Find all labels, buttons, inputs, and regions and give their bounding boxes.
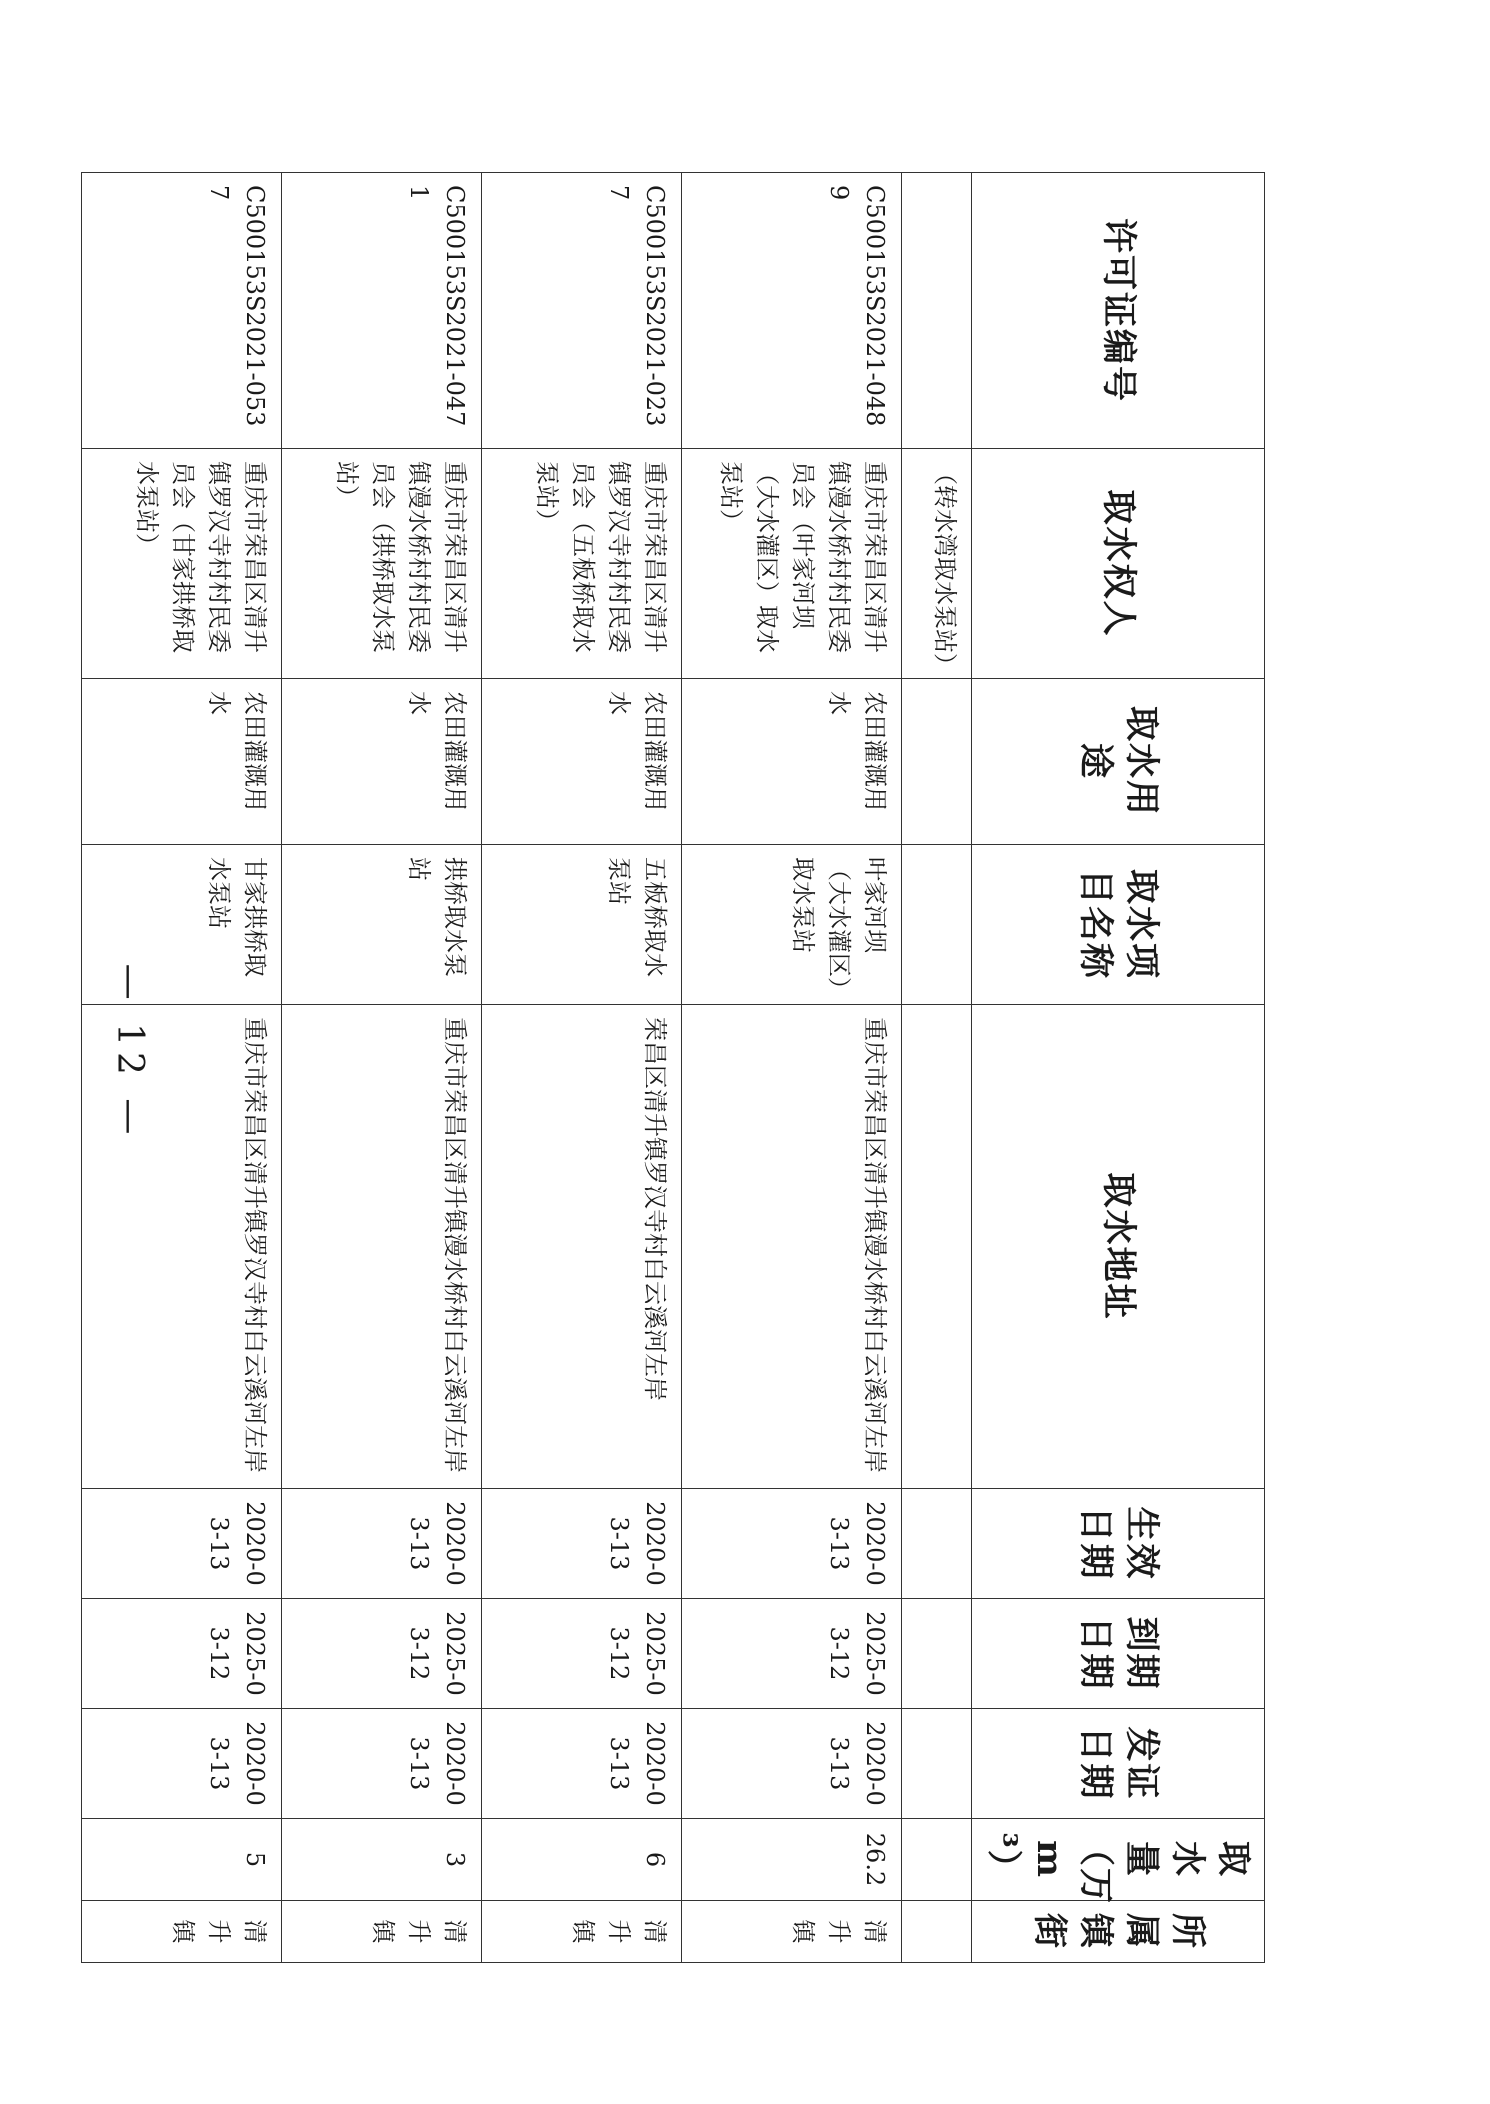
cell-quantity: 3 (282, 1819, 482, 1901)
cell-usage: 农田灌溉用水 (282, 679, 482, 845)
page-number: — 12 — (109, 963, 150, 1141)
table-row (902, 173, 972, 1963)
cell-usage: 农田灌溉用水 (682, 679, 902, 845)
cell-quantity: 6 (482, 1819, 682, 1901)
cell-quantity: 26.2 (682, 1819, 902, 1901)
header-row (972, 173, 1265, 1963)
header-holder: 取水权人 (972, 449, 1265, 679)
header-expiry-date: 到期日期 (972, 1599, 1265, 1709)
header-permit-no: 许可证编号 (972, 173, 1265, 449)
cell-expiry-date: 2025-03-12 (682, 1599, 902, 1709)
cell-expiry-date: 2025-03-12 (482, 1599, 682, 1709)
table-row (482, 173, 682, 1963)
table-row (282, 173, 482, 1963)
cell-project: 五板桥取水泵站 (482, 845, 682, 1005)
cell-usage: 农田灌溉用水 (482, 679, 682, 845)
cell-project: 拱桥取水泵站 (282, 845, 482, 1005)
header-issue-date: 发证日期 (972, 1709, 1265, 1819)
cell-quantity: 5 (82, 1819, 282, 1901)
cell-issue-date (902, 1709, 972, 1819)
cell-town: 清升镇 (82, 1901, 282, 1963)
cell-effective-date: 2020-03-13 (682, 1489, 902, 1599)
cell-expiry-date: 2025-03-12 (82, 1599, 282, 1709)
cell-project (902, 845, 972, 1005)
cell-permit-no: C500153S2021-0489 (682, 173, 902, 449)
header-usage: 取水用途 (972, 679, 1265, 845)
cell-holder: 重庆市荣昌区清升镇漫水桥村村民委员会（拱桥取水泵站） (282, 449, 482, 679)
cell-town: 清升镇 (482, 1901, 682, 1963)
cell-holder: 重庆市荣昌区清升镇罗汉寺村村民委员会（五板桥取水泵站） (482, 449, 682, 679)
cell-town: 清升镇 (282, 1901, 482, 1963)
cell-quantity (902, 1819, 972, 1901)
header-project: 取水项目名称 (972, 845, 1265, 1005)
cell-effective-date: 2020-03-13 (482, 1489, 682, 1599)
cell-holder: （转水湾取水泵站） (902, 449, 972, 679)
cell-expiry-date (902, 1599, 972, 1709)
cell-issue-date: 2020-03-13 (682, 1709, 902, 1819)
header-effective-date: 生效日期 (972, 1489, 1265, 1599)
table-row (682, 173, 902, 1963)
cell-project: 甘家拱桥取水泵站 (82, 845, 282, 1005)
cell-town: 清升镇 (682, 1901, 902, 1963)
cell-permit-no: C500153S2021-0237 (482, 173, 682, 449)
cell-permit-no (902, 173, 972, 449)
cell-issue-date: 2020-03-13 (482, 1709, 682, 1819)
cell-address: 重庆市荣昌区清升镇罗汉寺村白云溪河左岸 (82, 1005, 282, 1489)
header-quantity: 取水量（万m³） (972, 1819, 1265, 1901)
cell-issue-date: 2020-03-13 (282, 1709, 482, 1819)
cell-holder: 重庆市荣昌区清升镇漫水桥村村民委员会（叶家河坝（大水灌区）取水泵站） (682, 449, 902, 679)
cell-address (902, 1005, 972, 1489)
cell-permit-no: C500153S2021-0537 (82, 173, 282, 449)
cell-effective-date (902, 1489, 972, 1599)
cell-expiry-date: 2025-03-12 (282, 1599, 482, 1709)
cell-address: 重庆市荣昌区清升镇漫水桥村白云溪河左岸 (682, 1005, 902, 1489)
cell-permit-no: C500153S2021-0471 (282, 173, 482, 449)
cell-usage (902, 679, 972, 845)
cell-town (902, 1901, 972, 1963)
cell-project: 叶家河坝（大水灌区）取水泵站 (682, 845, 902, 1005)
header-address: 取水地址 (972, 1005, 1265, 1489)
water-permit-table (81, 172, 1265, 1963)
cell-effective-date: 2020-03-13 (82, 1489, 282, 1599)
cell-holder: 重庆市荣昌区清升镇罗汉寺村村民委员会（甘家拱桥取水泵站） (82, 449, 282, 679)
header-town: 所属镇街 (972, 1901, 1265, 1963)
cell-address: 重庆市荣昌区清升镇漫水桥村白云溪河左岸 (282, 1005, 482, 1489)
cell-address: 荣昌区清升镇罗汉寺村白云溪河左岸 (482, 1005, 682, 1489)
cell-effective-date: 2020-03-13 (282, 1489, 482, 1599)
cell-usage: 农田灌溉用水 (82, 679, 282, 845)
cell-issue-date: 2020-03-13 (82, 1709, 282, 1819)
